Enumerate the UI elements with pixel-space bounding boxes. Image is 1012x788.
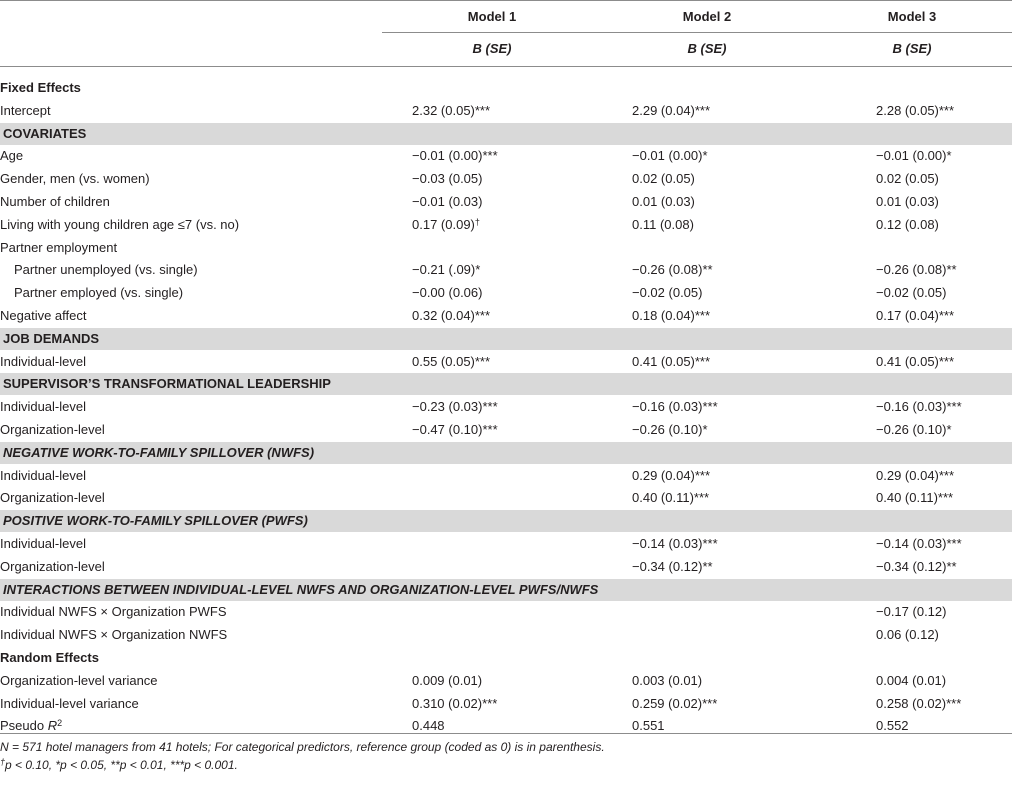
table-row (0, 351, 1012, 373)
model-1-header: Model 1 (467, 9, 517, 24)
section-label: COVARIATES (3, 125, 87, 141)
row-label: Number of children (0, 194, 110, 209)
model-2-value: 0.551 (632, 718, 665, 734)
model-1-value: −0.01 (0.00)*** (412, 148, 498, 164)
model-3-value: 0.01 (0.03) (876, 194, 939, 209)
table-row (0, 168, 1012, 190)
model-3-value: 0.12 (0.08) (876, 216, 939, 232)
model-2-value: 0.11 (0.08) (632, 216, 694, 232)
header-subrule (382, 32, 1012, 33)
model-2-value: 0.18 (0.04)*** (632, 308, 711, 323)
table-row (0, 465, 1012, 487)
model-2-value: 0.003 (0.01) (632, 672, 703, 688)
model-2-value: −0.14 (0.03)*** (632, 536, 718, 551)
model-3-value: −0.17 (0.12) (876, 604, 947, 620)
model-2-value: 0.259 (0.02)*** (632, 695, 718, 711)
model-3-header: Model 3 (887, 9, 937, 24)
model-1-value: 0.448 (412, 718, 445, 734)
model-1-value: −0.03 (0.05) (412, 171, 483, 187)
row-label: Partner employed (vs. single) (14, 285, 184, 301)
model-1-value: 0.310 (0.02)*** (412, 695, 498, 711)
table-row (0, 214, 1012, 236)
model-3-stat-header: B (SE) (892, 41, 932, 56)
table-row (0, 191, 1012, 213)
section-row (0, 373, 1012, 395)
model-1-value: −0.01 (0.03) (412, 194, 483, 209)
model-3-value: −0.02 (0.05) (876, 285, 947, 301)
model-2-value: 0.02 (0.05) (632, 171, 695, 187)
section-label: POSITIVE WORK-TO-FAMILY SPILLOVER (PWFS) (3, 513, 308, 529)
model-3-value: 0.02 (0.05) (876, 171, 939, 187)
model-1-value: 0.009 (0.01) (412, 672, 483, 688)
model-3-value: 0.552 (876, 718, 909, 734)
section-label: NEGATIVE WORK-TO-FAMILY SPILLOVER (NWFS) (3, 444, 315, 460)
model-1-value: 0.17 (0.09)† (412, 216, 480, 232)
row-label: Individual NWFS × Organization NWFS (0, 627, 228, 643)
row-label: Organization-level (0, 490, 105, 506)
table-row (0, 305, 1012, 327)
model-3-value: 0.06 (0.12) (876, 627, 939, 643)
table-row (0, 100, 1012, 122)
table-row (0, 396, 1012, 418)
model-3-value: −0.14 (0.03)*** (876, 536, 962, 551)
model-3-value: 0.258 (0.02)*** (876, 695, 962, 711)
row-label: Organization-level (0, 558, 105, 574)
row-label: Living with young children age ≤7 (vs. no) (0, 216, 240, 232)
model-1-value: 0.32 (0.04)*** (412, 308, 491, 323)
table-row (0, 693, 1012, 715)
row-label: Organization-level (0, 422, 105, 437)
table-row (0, 624, 1012, 646)
group-row (0, 647, 1012, 669)
top-rule (0, 0, 1012, 1)
row-label: Individual NWFS × Organization PWFS (0, 604, 227, 620)
table-row (0, 237, 1012, 259)
section-label: JOB DEMANDS (3, 330, 100, 346)
model-1-value: 2.32 (0.05)*** (412, 102, 491, 118)
table-note-sample: N = 571 hotel managers from 41 hotels; For categorical predictors, reference group (coded as 0) is in parenthesis. (0, 740, 605, 755)
model-3-value: −0.26 (0.10)* (876, 422, 952, 437)
model-3-value: −0.01 (0.00)* (876, 148, 952, 164)
table-row (0, 556, 1012, 578)
row-label: Partner employment (0, 239, 118, 255)
model-1-value: −0.00 (0.06) (412, 285, 483, 301)
row-label: Negative affect (0, 308, 87, 323)
model-2-value: 0.29 (0.04)*** (632, 467, 711, 483)
model-2-value: −0.26 (0.10)* (632, 422, 708, 437)
model-3-value: 0.004 (0.01) (876, 672, 947, 688)
table-note-significance: †p < 0.10, *p < 0.05, **p < 0.01, ***p < 0.001. (0, 757, 238, 773)
section-row (0, 510, 1012, 532)
model-3-value: 0.29 (0.04)*** (876, 467, 955, 483)
model-1-value: −0.21 (.09)* (412, 262, 481, 278)
model-3-value: 0.40 (0.11)*** (876, 490, 954, 506)
model-1-value: 0.55 (0.05)*** (412, 353, 491, 369)
model-3-value: −0.16 (0.03)*** (876, 399, 962, 415)
model-2-value: −0.34 (0.12)** (632, 558, 713, 574)
section-row (0, 579, 1012, 601)
model-1-value: −0.23 (0.03)*** (412, 399, 498, 415)
row-label: Intercept (0, 102, 51, 118)
table-row (0, 487, 1012, 509)
model-2-value: −0.01 (0.00)* (632, 148, 708, 164)
table-row (0, 259, 1012, 281)
section-row (0, 123, 1012, 145)
model-1-stat-header: B (SE) (472, 41, 512, 56)
table-row (0, 533, 1012, 555)
table-row (0, 419, 1012, 441)
row-label: Individual-level (0, 536, 86, 551)
model-2-value: −0.02 (0.05) (632, 285, 703, 301)
section-row (0, 442, 1012, 464)
table-row (0, 145, 1012, 167)
model-2-value: 0.40 (0.11)*** (632, 490, 710, 506)
model-3-value: −0.34 (0.12)** (876, 558, 957, 574)
model-3-value: −0.26 (0.08)** (876, 262, 957, 278)
row-label: Individual-level (0, 353, 86, 369)
model-2-header: Model 2 (682, 9, 732, 24)
row-label: Organization-level variance (0, 672, 158, 688)
section-label: INTERACTIONS BETWEEN INDIVIDUAL-LEVEL NWFS AND ORGANIZATION-LEVEL PWFS/NWFS (3, 581, 599, 597)
row-label: Partner unemployed (vs. single) (14, 262, 198, 278)
model-3-value: 2.28 (0.05)*** (876, 102, 955, 118)
model-2-value: −0.16 (0.03)*** (632, 399, 718, 415)
table-row (0, 601, 1012, 623)
model-2-value: 0.01 (0.03) (632, 194, 695, 209)
model-2-value: 2.29 (0.04)*** (632, 102, 711, 118)
row-label: Fixed Effects (0, 80, 81, 95)
model-3-value: 0.41 (0.05)*** (876, 353, 955, 369)
row-label: Pseudo $R^2$ (0, 718, 63, 734)
row-label: Gender, men (vs. women) (0, 171, 150, 187)
model-1-value: −0.47 (0.10)*** (412, 422, 498, 437)
table-row (0, 282, 1012, 304)
table-row (0, 670, 1012, 692)
section-label: SUPERVISOR’S TRANSFORMATIONAL LEADERSHIP (3, 376, 331, 392)
model-3-value: 0.17 (0.04)*** (876, 308, 955, 323)
section-row (0, 328, 1012, 350)
row-label: Individual-level (0, 399, 86, 415)
row-label: Individual-level variance (0, 695, 139, 711)
model-2-value: −0.26 (0.08)** (632, 262, 713, 278)
row-label: Age (0, 148, 24, 164)
model-2-value: 0.41 (0.05)*** (632, 353, 711, 369)
bottom-rule (0, 733, 1012, 734)
group-row (0, 77, 1012, 99)
header-bottom-rule (0, 66, 1012, 67)
model-2-stat-header: B (SE) (687, 41, 727, 56)
row-label: Random Effects (0, 650, 99, 665)
row-label: Individual-level (0, 467, 86, 483)
